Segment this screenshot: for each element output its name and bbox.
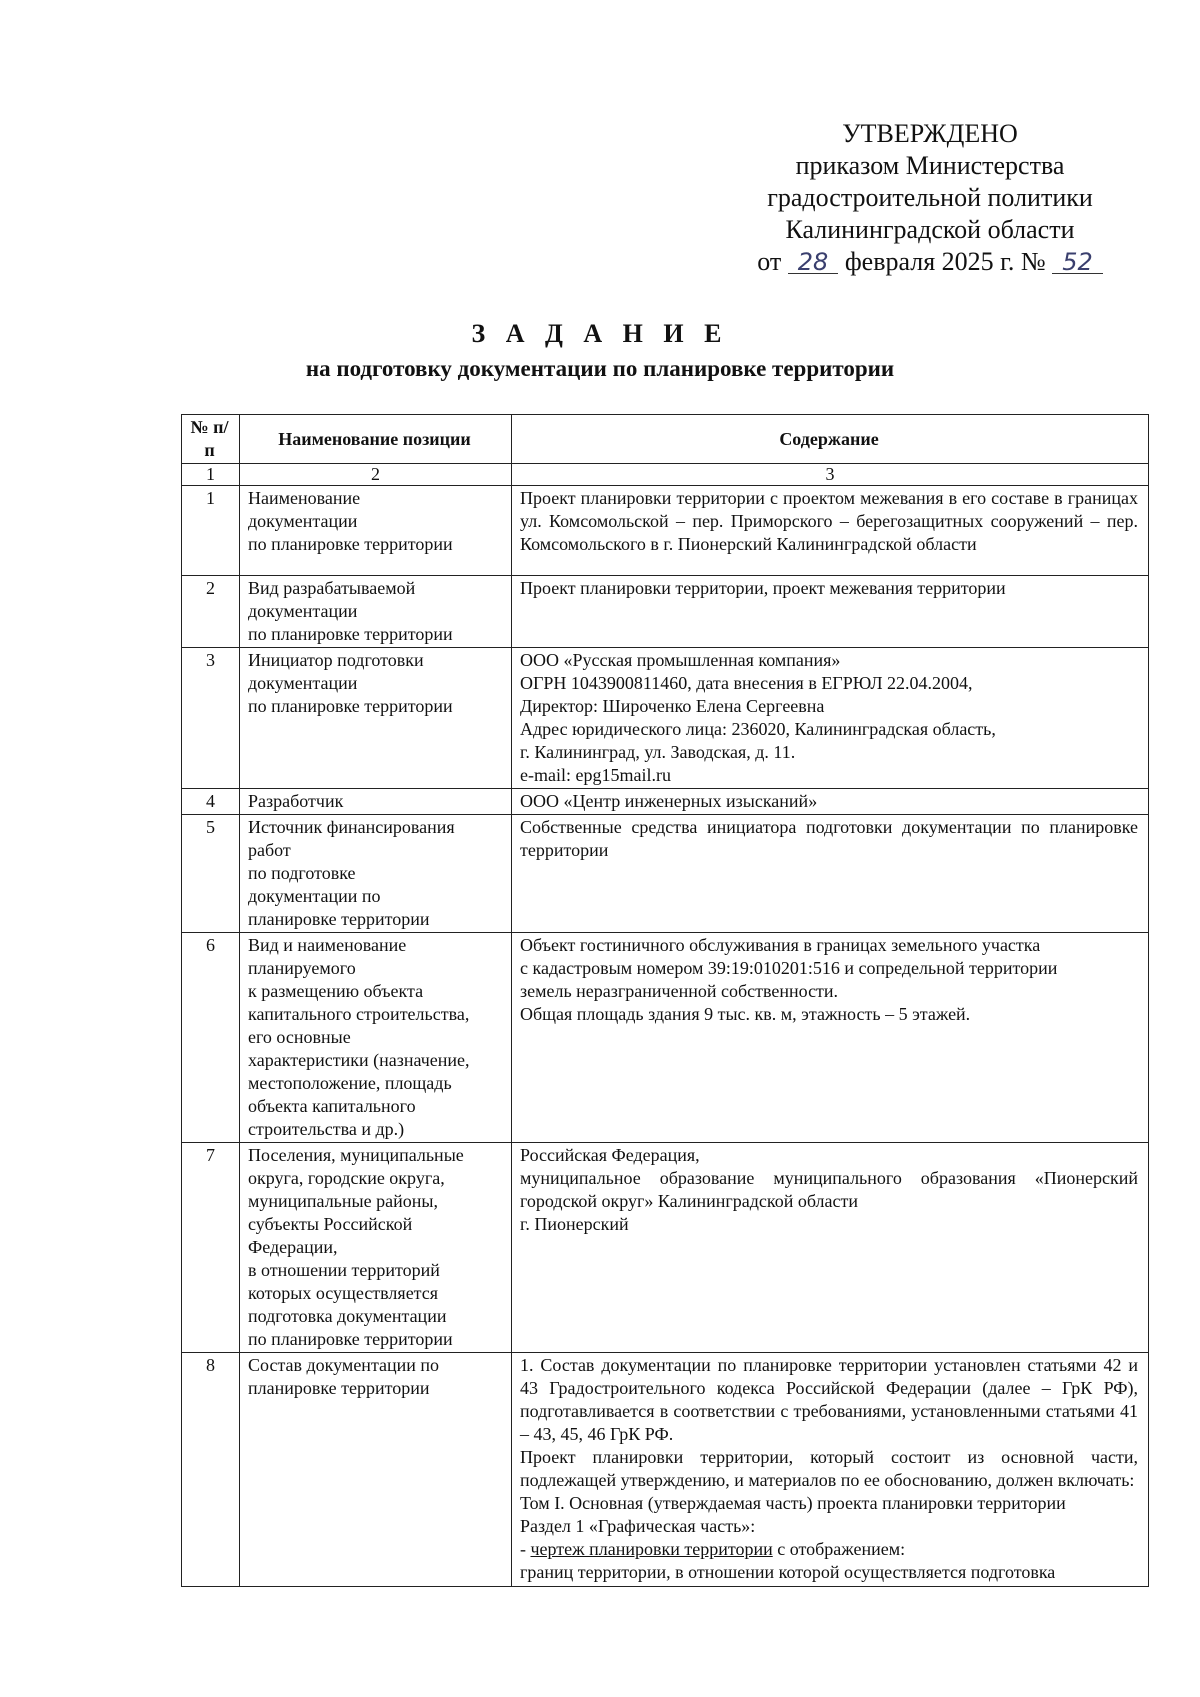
approval-date-line bbox=[700, 246, 1160, 278]
header-number: № п/п bbox=[182, 415, 240, 464]
table-row bbox=[182, 648, 1149, 789]
row-content-paragraph: Директор: Широченко Елена Сергеевна bbox=[520, 696, 825, 716]
row-name-line: Источник финансирования bbox=[248, 817, 455, 837]
row-content bbox=[512, 815, 1149, 933]
row-name-line: по планировке территории bbox=[248, 696, 453, 716]
row-name bbox=[240, 576, 512, 648]
index-cell: 1 bbox=[182, 464, 240, 486]
underlined-term: чертеж планировки территории bbox=[530, 1539, 773, 1559]
row-name-line: подготовка документации bbox=[248, 1306, 447, 1326]
row-content-paragraph: 1. Состав документации по планировке территории установлен статьями 42 и 43 Градостроительного кодекса Российской Федерации (далее – ГрК РФ), подготавливается в соответствии с требованиями, установленными статьями 41 – 43, 45, 46 ГрК РФ. bbox=[520, 1355, 1138, 1444]
row-content-paragraph: Том I. Основная (утверждаемая часть) проекта планировки территории bbox=[520, 1493, 1066, 1513]
row-name-line: его основные bbox=[248, 1027, 351, 1047]
row-content bbox=[512, 933, 1149, 1143]
row-content-paragraph: Проект планировки территории, проект межевания территории bbox=[520, 578, 1006, 598]
row-name-line: Федерации, bbox=[248, 1237, 338, 1257]
handwritten-day: 28 bbox=[788, 251, 839, 274]
row-name bbox=[240, 1143, 512, 1353]
row-content-paragraph: Проект планировки территории с проектом межевания в его составе в границах ул. Комсомольской – пер. Приморского – берегозащитных сооружений – пер. Комсомольского в г. Пионерский Калининградской области bbox=[520, 488, 1138, 554]
row-content-paragraph: ООО «Центр инженерных изысканий» bbox=[520, 791, 818, 811]
row-content-paragraph: Проект планировки территории, который состоит из основной части, подлежащей утверждению, и материалов по ее обоснованию, должен включать: bbox=[520, 1447, 1138, 1490]
row-name bbox=[240, 815, 512, 933]
approval-stamp bbox=[700, 118, 1160, 278]
row-content-paragraph: с кадастровым номером 39:19:010201:516 и сопредельной территории bbox=[520, 958, 1058, 978]
row-number: 4 bbox=[182, 789, 240, 815]
date-middle: февраля 2025 г. № bbox=[844, 247, 1046, 276]
row-name-line: Поселения, муниципальные bbox=[248, 1145, 464, 1165]
row-name-line: объекта капитального bbox=[248, 1096, 416, 1116]
approval-line: градостроительной политики bbox=[767, 183, 1093, 212]
title-main: З А Д А Н И Е bbox=[471, 319, 729, 348]
row-name-line: которых осуществляется bbox=[248, 1283, 439, 1303]
row-name bbox=[240, 648, 512, 789]
table-row bbox=[182, 1143, 1149, 1353]
row-name-line: муниципальные районы, bbox=[248, 1191, 438, 1211]
row-name-line: документации bbox=[248, 601, 358, 621]
row-content-paragraph: ООО «Русская промышленная компания» bbox=[520, 650, 841, 670]
row-content-paragraph: муниципальное образование муниципального образования «Пионерский городской округ» Калининградской области bbox=[520, 1168, 1138, 1211]
row-number: 7 bbox=[182, 1143, 240, 1353]
row-content-paragraph: земель неразграниченной собственности. bbox=[520, 981, 839, 1001]
row-content-paragraph: г. Пионерский bbox=[520, 1214, 629, 1234]
approval-line: Калининградской области bbox=[785, 215, 1075, 244]
row-content bbox=[512, 1143, 1149, 1353]
handwritten-order-number: 52 bbox=[1052, 251, 1103, 274]
row-name-line: в отношении территорий bbox=[248, 1260, 440, 1280]
row-name-line: Вид разрабатываемой bbox=[248, 578, 416, 598]
row-name-line: субъекты Российской bbox=[248, 1214, 413, 1234]
table-row bbox=[182, 789, 1149, 815]
row-name-line: Разработчик bbox=[248, 791, 344, 811]
row-name bbox=[240, 789, 512, 815]
row-name-line: Инициатор подготовки bbox=[248, 650, 424, 670]
row-content bbox=[512, 576, 1149, 648]
row-name-line: планировке территории bbox=[248, 1378, 430, 1398]
header-name: Наименование позиции bbox=[240, 415, 512, 464]
task-table bbox=[181, 414, 1149, 1587]
row-name-line: строительства и др.) bbox=[248, 1119, 405, 1139]
row-content-paragraph: Общая площадь здания 9 тыс. кв. м, этажность – 5 этажей. bbox=[520, 1004, 971, 1024]
row-content-paragraph: - чертеж планировки территории с отображением: bbox=[520, 1539, 906, 1559]
row-number: 8 bbox=[182, 1353, 240, 1587]
table-index-row bbox=[182, 464, 1149, 486]
header-content: Содержание bbox=[512, 415, 1149, 464]
row-name-line: по подготовке bbox=[248, 863, 356, 883]
row-content-paragraph: Раздел 1 «Графическая часть»: bbox=[520, 1516, 756, 1536]
row-content-paragraph: ОГРН 1043900811460, дата внесения в ЕГРЮЛ 22.04.2004, bbox=[520, 673, 973, 693]
row-name-line: по планировке территории bbox=[248, 534, 453, 554]
row-name-line: округа, городские округа, bbox=[248, 1168, 445, 1188]
row-name-line: Наименование bbox=[248, 488, 361, 508]
row-number: 2 bbox=[182, 576, 240, 648]
table-row bbox=[182, 576, 1149, 648]
row-number: 6 bbox=[182, 933, 240, 1143]
row-content-paragraph: Адрес юридического лица: 236020, Калининградская область, bbox=[520, 719, 996, 739]
row-name-line: планировке территории bbox=[248, 909, 430, 929]
row-content-paragraph: границ территории, в отношении которой осуществляется подготовка bbox=[520, 1562, 1056, 1582]
table-row bbox=[182, 933, 1149, 1143]
row-content bbox=[512, 1353, 1149, 1587]
row-name-line: Вид и наименование bbox=[248, 935, 407, 955]
row-name-line: местоположение, площадь bbox=[248, 1073, 452, 1093]
date-prefix: от bbox=[757, 247, 782, 276]
row-name-line: по планировке территории bbox=[248, 624, 453, 644]
index-cell: 3 bbox=[512, 464, 1149, 486]
row-content bbox=[512, 648, 1149, 789]
approval-title: УТВЕРЖДЕНО bbox=[842, 119, 1018, 148]
row-content-paragraph: г. Калининград, ул. Заводская, д. 11. bbox=[520, 742, 796, 762]
row-number: 1 bbox=[182, 486, 240, 576]
row-name-line: по планировке территории bbox=[248, 1329, 453, 1349]
table-row bbox=[182, 1353, 1149, 1587]
table-row bbox=[182, 815, 1149, 933]
index-cell: 2 bbox=[240, 464, 512, 486]
row-content-paragraph: Собственные средства инициатора подготовки документации по планировке территории bbox=[520, 817, 1138, 860]
row-content bbox=[512, 486, 1149, 576]
row-name-line: документации bbox=[248, 673, 358, 693]
row-content bbox=[512, 789, 1149, 815]
row-content-paragraph: Российская Федерация, bbox=[520, 1145, 700, 1165]
row-content-paragraph: e-mail: epg15mail.ru bbox=[520, 765, 671, 785]
row-content-paragraph: Объект гостиничного обслуживания в границах земельного участка bbox=[520, 935, 1041, 955]
row-name-line: характеристики (назначение, bbox=[248, 1050, 470, 1070]
row-name-line: к размещению объекта bbox=[248, 981, 424, 1001]
title-subtitle: на подготовку документации по планировке территории bbox=[305, 356, 895, 381]
row-name-line: Состав документации по bbox=[248, 1355, 440, 1375]
row-name-line: документации по bbox=[248, 886, 381, 906]
approval-line: приказом Министерства bbox=[795, 151, 1065, 180]
table-row bbox=[182, 486, 1149, 576]
row-name bbox=[240, 933, 512, 1143]
row-name-line: планируемого bbox=[248, 958, 356, 978]
row-name-line: капитального строительства, bbox=[248, 1004, 470, 1024]
row-name bbox=[240, 486, 512, 576]
row-number: 5 bbox=[182, 815, 240, 933]
row-number: 3 bbox=[182, 648, 240, 789]
document-title bbox=[0, 318, 1200, 384]
row-name bbox=[240, 1353, 512, 1587]
row-name-line: работ bbox=[248, 840, 291, 860]
row-name-line: документации bbox=[248, 511, 358, 531]
table-header-row bbox=[182, 415, 1149, 464]
